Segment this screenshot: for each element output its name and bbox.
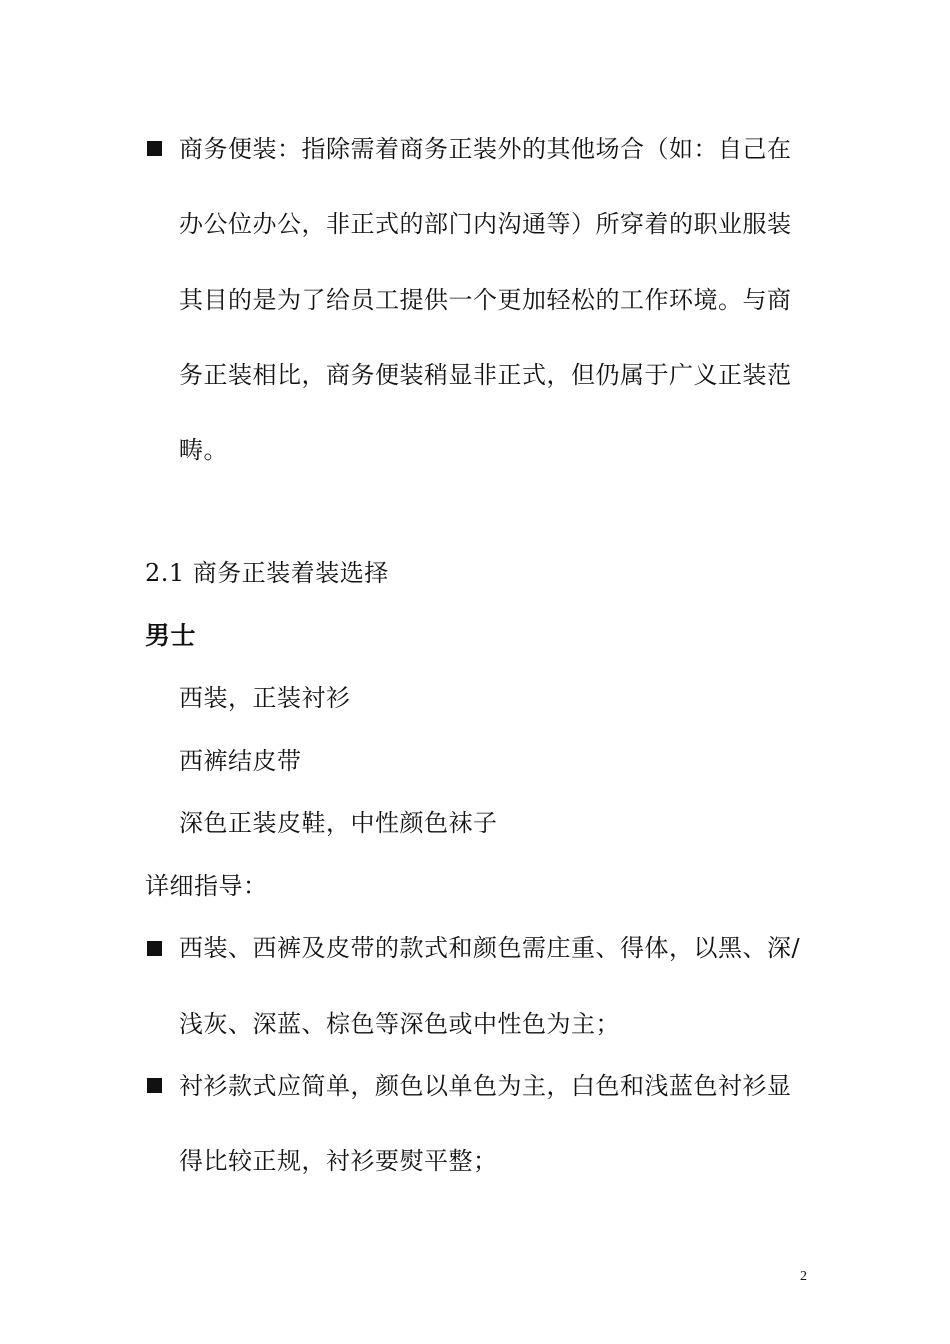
bullet-square-icon: [147, 1078, 162, 1093]
page-number: 2: [800, 1269, 807, 1284]
men-item-trousers: 西裤结皮带: [179, 747, 302, 775]
section-title: 2.1 商务正装着装选择: [145, 559, 389, 587]
guidance-bullet-1-line-1: 西装、西裤及皮带的款式和颜色需庄重、得体，以黑、深/: [179, 934, 801, 962]
bullet-square-icon: [147, 141, 162, 156]
men-heading: 男士: [145, 621, 197, 650]
men-item-shoes: 深色正装皮鞋，中性颜色袜子: [179, 809, 498, 837]
casual-line-1: 商务便装：指除需着商务正装外的其他场合（如：自己在: [179, 135, 792, 163]
men-item-suit: 西装，正装衬衫: [179, 684, 351, 712]
guidance-bullet-1-line-2: 浅灰、深蓝、棕色等深色或中性色为主；: [179, 1010, 620, 1038]
casual-line-4: 务正装相比，商务便装稍显非正式，但仍属于广义正装范: [179, 361, 792, 389]
bullet-square-icon: [147, 941, 162, 956]
guidance-bullet-2-line-1: 衬衫款式应简单，颜色以单色为主，白色和浅蓝色衬衫显: [179, 1072, 792, 1100]
casual-line-3: 其目的是为了给员工提供一个更加轻松的工作环境。与商: [179, 286, 792, 314]
guidance-label: 详细指导：: [145, 872, 268, 900]
casual-line-5: 畴。: [179, 436, 228, 464]
guidance-bullet-2-line-2: 得比较正规，衬衫要熨平整；: [179, 1147, 498, 1175]
casual-line-2: 办公位办公，非正式的部门内沟通等）所穿着的职业服装: [179, 210, 792, 238]
